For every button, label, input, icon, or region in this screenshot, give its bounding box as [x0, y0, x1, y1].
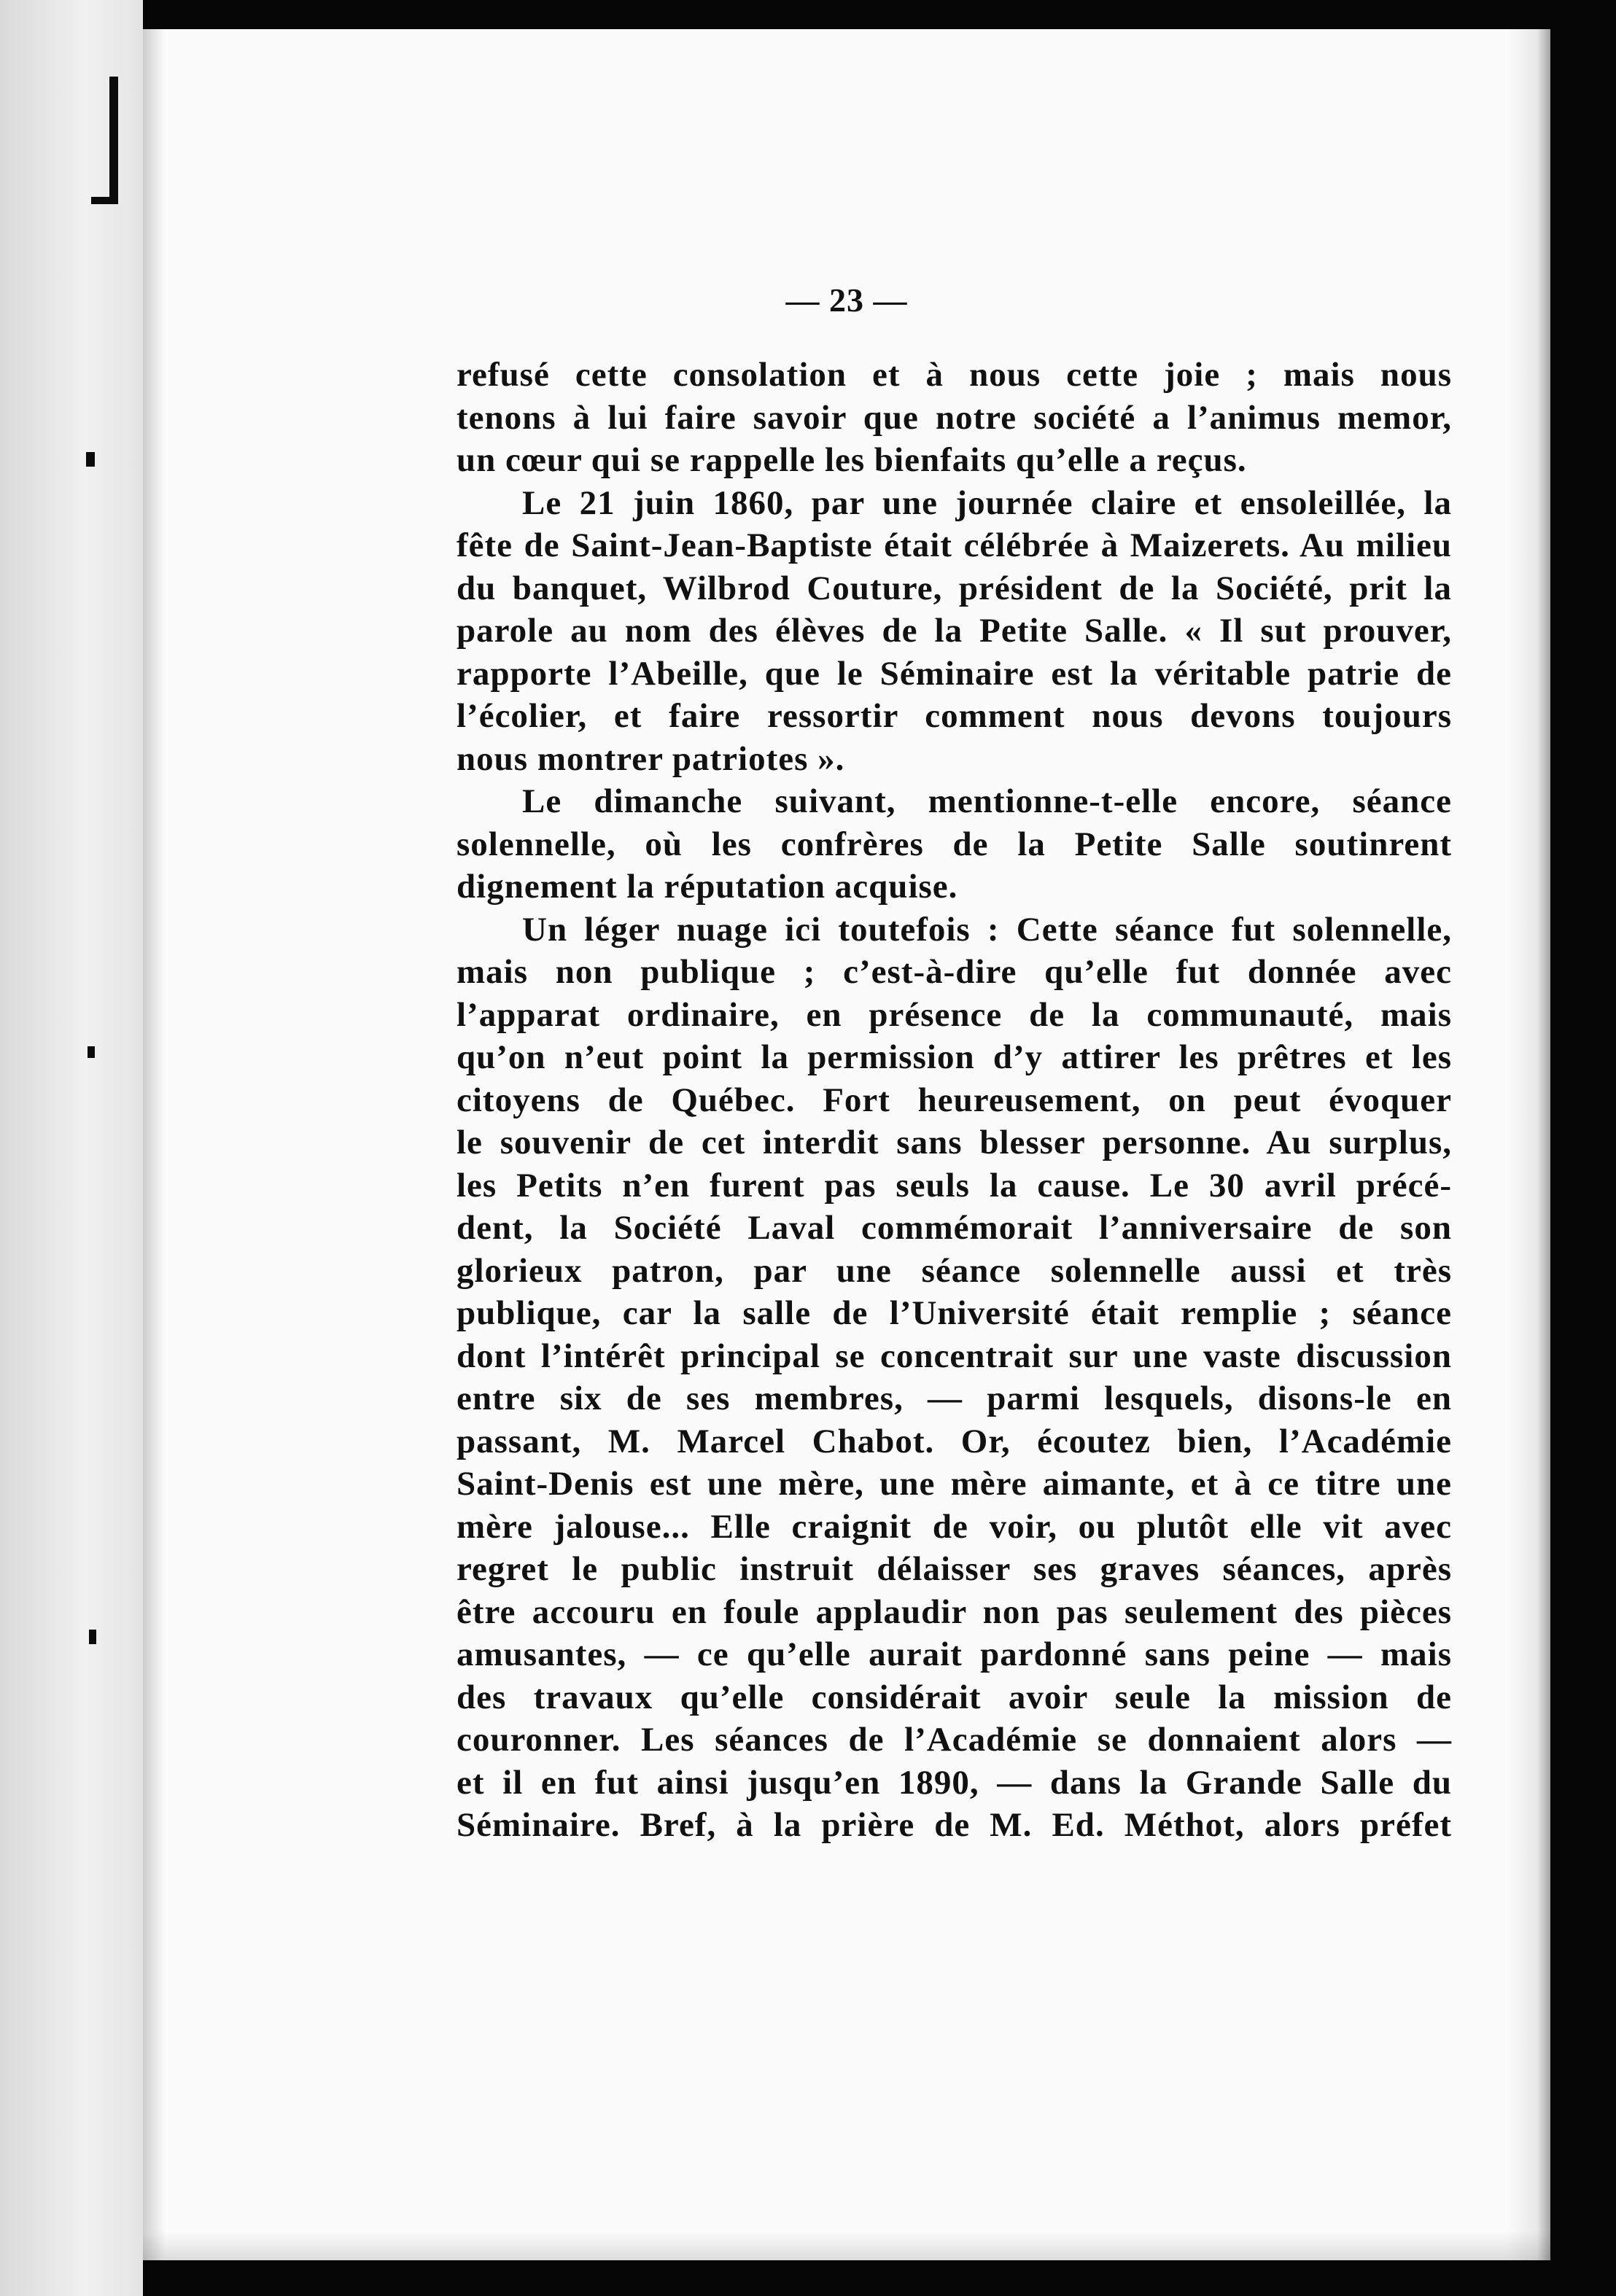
text-line: nous montrer patriotes ».	[457, 739, 845, 778]
text-line: fête de Saint-Jean-Baptiste était célébrée à Maizerets. Au milieu	[457, 526, 1452, 564]
text-line: Un léger nuage ici toutefois : Cette séance fut solennelle,	[522, 910, 1452, 949]
binding-mark	[89, 1630, 96, 1644]
text-line: refusé cette consolation et à nous cette joie ; mais nous	[457, 356, 1452, 394]
text-line: être accouru en foule applaudir non pas seulement des pièces	[457, 1592, 1452, 1631]
text-line: mais non publique ; c’est-à-dire qu’elle fut donnée avec	[457, 953, 1452, 991]
body-text	[457, 354, 1452, 1847]
text-line: solennelle, où les confrères de la Petite Salle soutinrent	[457, 825, 1452, 863]
text-line: passant, M. Marcel Chabot. Or, écoutez bien, l’Académie	[457, 1422, 1452, 1460]
binding-mark	[86, 452, 95, 467]
page-gutter	[143, 29, 165, 2260]
text-line: dignement la réputation acquise.	[457, 868, 958, 906]
text-line: tenons à lui faire savoir que notre société a l’animus memor,	[457, 398, 1452, 437]
page-number: — 23 —	[785, 281, 908, 319]
text-line: dont l’intérêt principal se concentrait sur une vaste discussion	[457, 1336, 1452, 1375]
text-line: l’apparat ordinaire, en présence de la communauté, mais	[457, 995, 1452, 1034]
binding-mark	[91, 197, 113, 204]
text-line: du banquet, Wilbrod Couture, président de la Société, prit la	[457, 569, 1452, 607]
text-line: rapporte l’Abeille, que le Séminaire est la véritable patrie de	[457, 654, 1452, 693]
book-page	[143, 29, 1550, 2260]
text-line: glorieux patron, par une séance solennelle aussi et très	[457, 1251, 1452, 1290]
text-line: publique, car la salle de l’Université était remplie ; séance	[457, 1294, 1452, 1332]
text-line: entre six de ses membres, — parmi lesquels, disons-le en	[457, 1379, 1452, 1417]
binding-mark	[109, 77, 118, 204]
text-line: des travaux qu’elle considérait avoir seule la mission de	[457, 1678, 1452, 1716]
text-line: amusantes, — ce qu’elle aurait pardonné sans peine — mais	[457, 1635, 1452, 1673]
text-line: Le 21 juin 1860, par une journée claire et ensoleillée, la	[522, 483, 1452, 522]
text-line: couronner. Les séances de l’Académie se donnaient alors —	[457, 1721, 1452, 1759]
text-line: parole au nom des élèves de la Petite Salle. « Il sut prouver,	[457, 612, 1452, 650]
previous-page-edge	[0, 0, 143, 2296]
text-line: Saint-Denis est une mère, une mère aimante, et à ce titre une	[457, 1465, 1452, 1503]
text-line: citoyens de Québec. Fort heureusement, on peut évoquer	[457, 1081, 1452, 1119]
text-line: regret le public instruit délaisser ses graves séances, après	[457, 1550, 1452, 1588]
text-line: Le dimanche suivant, mentionne-t-elle encore, séance	[522, 782, 1452, 820]
page-edge-shadow	[1507, 29, 1550, 2260]
text-line: mère jalouse... Elle craignit de voir, ou plutôt elle vit avec	[457, 1507, 1452, 1546]
text-line: dent, la Société Laval commémorait l’anniversaire de son	[457, 1209, 1452, 1247]
text-line: l’écolier, et faire ressortir comment nous devons toujours	[457, 697, 1452, 735]
page-bottom-shadow	[143, 2231, 1550, 2260]
text-line: le souvenir de cet interdit sans blesser personne. Au surplus,	[457, 1124, 1452, 1161]
text-line: et il en fut ainsi jusqu’en 1890, — dans la Grande Salle du	[457, 1763, 1452, 1802]
text-line: qu’on n’eut point la permission d’y attirer les prêtres et les	[457, 1038, 1452, 1076]
binding-mark	[88, 1046, 95, 1058]
text-line: un cœur qui se rappelle les bienfaits qu’elle a reçus.	[457, 441, 1247, 479]
text-line: Séminaire. Bref, à la prière de M. Ed. Méthot, alors préfet	[457, 1806, 1452, 1844]
text-line: les Petits n’en furent pas seuls la cause. Le 30 avril précé-	[457, 1166, 1452, 1205]
